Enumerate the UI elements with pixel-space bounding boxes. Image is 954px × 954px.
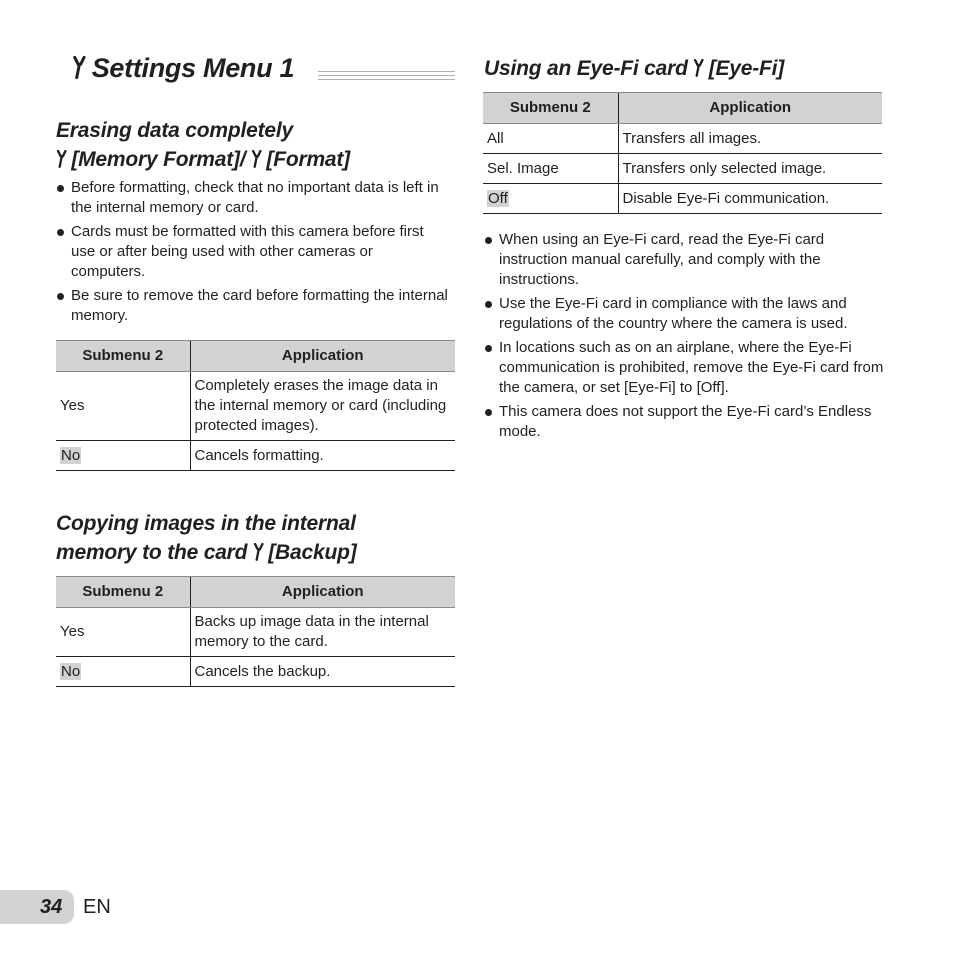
list-item: Before formatting, check that no important data is left in the internal memory or card. <box>56 178 448 218</box>
table-row <box>483 184 882 214</box>
list-item: In locations such as on an airplane, where the Eye-Fi communication is prohibited, remove the Eye-Fi card from the camera, or set [Eye-Fi] to [Off]. <box>484 338 884 398</box>
column-header: Application <box>618 93 882 124</box>
application-cell: Cancels formatting. <box>190 441 455 471</box>
table-row <box>56 608 455 657</box>
title-rule <box>318 71 455 81</box>
wrench-icon <box>253 543 265 561</box>
submenu-cell: Sel. Image <box>483 154 618 184</box>
list-item: Be sure to remove the card before formatting the internal memory. <box>56 286 448 326</box>
column-header: Submenu 2 <box>56 577 190 608</box>
wrench-icon <box>56 150 68 168</box>
list-item: When using an Eye-Fi card, read the Eye-Fi card instruction manual carefully, and comply with the instructions. <box>484 230 884 290</box>
table-row <box>56 441 455 471</box>
table-row <box>56 657 455 687</box>
eyefi-table <box>483 92 882 214</box>
list-item: Cards must be formatted with this camera before first use or after being used with other cameras or computers. <box>56 222 448 282</box>
application-cell: Transfers only selected image. <box>618 154 882 184</box>
page-number-tab <box>0 890 74 924</box>
application-cell: Cancels the backup. <box>190 657 455 687</box>
column-header: Submenu 2 <box>56 341 190 372</box>
language-label: EN <box>83 896 111 918</box>
table-row <box>483 124 882 154</box>
page-title: Settings Menu 1 <box>72 52 294 84</box>
table-header-row <box>56 577 455 608</box>
eyefi-bullets <box>484 230 884 446</box>
submenu-cell: No <box>61 446 81 464</box>
submenu-cell: No <box>61 662 81 680</box>
submenu-cell: Yes <box>56 608 190 657</box>
application-cell: Backs up image data in the internal memory to the card. <box>190 608 455 657</box>
page-number: 34 <box>40 896 63 918</box>
backup-heading: Copying images in the internal memory to the card [Backup] <box>56 512 357 564</box>
wrench-icon <box>72 56 87 79</box>
list-item: Use the Eye-Fi card in compliance with the laws and regulations of the country where the camera is used. <box>484 294 884 334</box>
wrench-icon <box>693 59 705 77</box>
application-cell: Transfers all images. <box>618 124 882 154</box>
wrench-icon <box>251 150 263 168</box>
submenu-cell: Yes <box>56 372 190 441</box>
table-row <box>56 372 455 441</box>
erase-heading: Erasing data completely [Memory Format]/ [Format] <box>56 119 350 171</box>
submenu-cell: All <box>483 124 618 154</box>
table-row <box>483 154 882 184</box>
application-cell: Disable Eye-Fi communication. <box>618 184 882 214</box>
table-header-row <box>483 93 882 124</box>
erase-table <box>56 340 455 471</box>
application-cell: Completely erases the image data in the internal memory or card (including protected images). <box>190 372 455 441</box>
backup-table <box>56 576 455 687</box>
submenu-cell: Off <box>488 189 508 207</box>
eyefi-heading: Using an Eye-Fi card [Eye-Fi] <box>484 57 785 80</box>
column-header: Submenu 2 <box>483 93 618 124</box>
list-item: This camera does not support the Eye-Fi card’s Endless mode. <box>484 402 884 442</box>
erase-bullets <box>56 178 448 330</box>
column-header: Application <box>190 577 455 608</box>
table-header-row <box>56 341 455 372</box>
column-header: Application <box>190 341 455 372</box>
